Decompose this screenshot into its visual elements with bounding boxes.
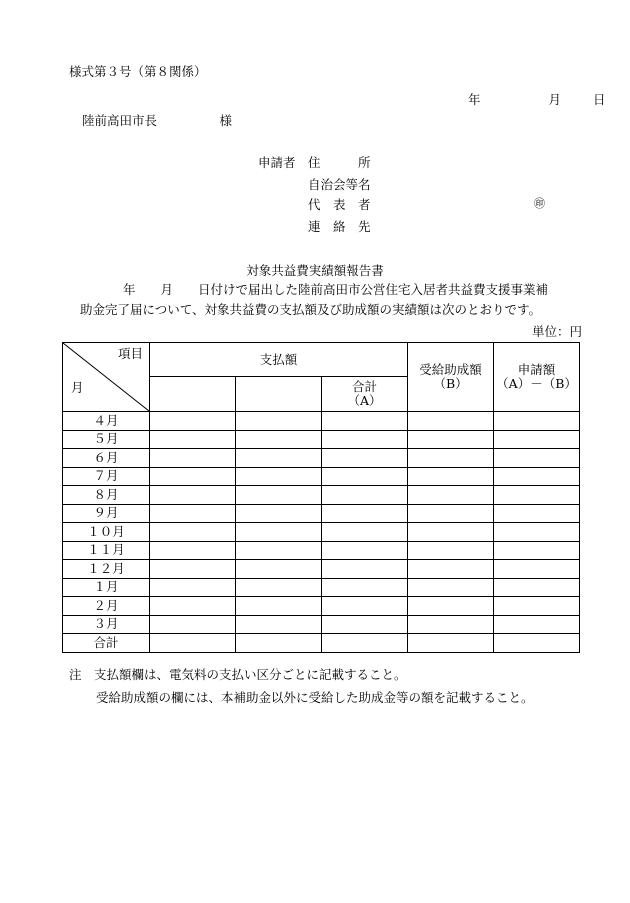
- amount-cell[interactable]: [150, 467, 236, 486]
- amount-cell[interactable]: [322, 541, 408, 560]
- month-label: ７月: [63, 467, 150, 486]
- amount-cell[interactable]: [322, 449, 408, 468]
- amount-cell[interactable]: [236, 541, 322, 560]
- note-marker: 注: [69, 667, 82, 682]
- amount-cell[interactable]: [408, 412, 494, 431]
- payment-sub-cell-1: [150, 377, 236, 412]
- amount-cell[interactable]: [322, 486, 408, 505]
- month-header: 月: [71, 380, 84, 395]
- table-row: [63, 523, 580, 542]
- amount-cell[interactable]: [408, 541, 494, 560]
- amount-cell[interactable]: [236, 486, 322, 505]
- month-label: ２月: [63, 597, 150, 616]
- amount-cell[interactable]: [236, 634, 322, 653]
- amount-cell[interactable]: [150, 615, 236, 634]
- amount-cell[interactable]: [150, 430, 236, 449]
- applicant-representative: 代 表 者: [308, 197, 371, 212]
- seal-mark: ㊞: [534, 197, 545, 210]
- corner-header-cell: [63, 343, 150, 412]
- amount-cell[interactable]: [494, 597, 580, 616]
- amount-cell[interactable]: [150, 578, 236, 597]
- body-text-line-1: 年 月 日付けで届出した陸前高田市公営住宅入居者共益費支援事業補: [123, 282, 549, 297]
- amount-cell[interactable]: [494, 467, 580, 486]
- total-header-text: 合計: [352, 379, 378, 394]
- amount-cell[interactable]: [236, 523, 322, 542]
- report-table: [62, 342, 580, 653]
- amount-cell[interactable]: [408, 504, 494, 523]
- amount-cell[interactable]: [322, 634, 408, 653]
- month-label: １０月: [63, 523, 150, 542]
- applicant-contact: 連 絡 先: [308, 219, 371, 234]
- amount-cell[interactable]: [236, 578, 322, 597]
- applicant-association: 自治会等名: [308, 177, 371, 192]
- payment-sub-cell-2: [236, 377, 322, 412]
- amount-cell[interactable]: [150, 541, 236, 560]
- amount-cell[interactable]: [236, 504, 322, 523]
- amount-cell[interactable]: [322, 430, 408, 449]
- amount-cell[interactable]: [322, 597, 408, 616]
- amount-cell[interactable]: [408, 430, 494, 449]
- subsidy-header-sub: （B）: [433, 376, 468, 391]
- month-label: １月: [63, 578, 150, 597]
- amount-cell[interactable]: [322, 560, 408, 579]
- amount-cell[interactable]: [494, 449, 580, 468]
- document-title: 対象共益費実績額報告書: [246, 263, 384, 278]
- table-row: [63, 634, 580, 653]
- month-rows: [63, 412, 580, 653]
- amount-cell[interactable]: [150, 449, 236, 468]
- amount-cell[interactable]: [236, 615, 322, 634]
- unit-label: 単位：円: [532, 324, 583, 339]
- table-row: [63, 412, 580, 431]
- payment-header: 支払額: [150, 343, 408, 377]
- claim-header-sub: （A）－（B）: [496, 376, 577, 391]
- month-label: ９月: [63, 504, 150, 523]
- table-row: [63, 597, 580, 616]
- amount-cell[interactable]: [408, 523, 494, 542]
- table-row: [63, 615, 580, 634]
- amount-cell[interactable]: [494, 486, 580, 505]
- table-row: [63, 504, 580, 523]
- note-2: 受給助成額の欄には、本補助金以外に受給した助成金等の額を記載すること。: [96, 690, 534, 705]
- table-row: [63, 578, 580, 597]
- amount-cell[interactable]: [322, 578, 408, 597]
- amount-cell[interactable]: [408, 634, 494, 653]
- date-year: 年: [468, 92, 481, 107]
- date-day: 日: [592, 92, 606, 107]
- amount-cell[interactable]: [236, 597, 322, 616]
- total-header: [322, 377, 408, 412]
- amount-cell[interactable]: [494, 541, 580, 560]
- total-header-sub: （A）: [347, 393, 382, 408]
- amount-cell[interactable]: [408, 597, 494, 616]
- form-number: 様式第３号（第８関係）: [69, 64, 207, 79]
- addressee: 陸前高田市長 様: [82, 113, 233, 128]
- amount-cell[interactable]: [408, 486, 494, 505]
- amount-cell[interactable]: [322, 615, 408, 634]
- amount-cell[interactable]: [236, 449, 322, 468]
- month-label: 合計: [63, 634, 150, 653]
- subsidy-header-text: 受給助成額: [419, 362, 482, 377]
- amount-cell[interactable]: [408, 449, 494, 468]
- amount-cell[interactable]: [322, 467, 408, 486]
- amount-cell[interactable]: [494, 634, 580, 653]
- amount-cell[interactable]: [494, 615, 580, 634]
- amount-cell[interactable]: [322, 523, 408, 542]
- date-month: 月: [548, 92, 561, 107]
- amount-cell[interactable]: [494, 504, 580, 523]
- table-row: [63, 541, 580, 560]
- month-label: ６月: [63, 449, 150, 468]
- amount-cell[interactable]: [150, 504, 236, 523]
- table-row: [63, 430, 580, 449]
- claim-header-text: 申請額: [517, 362, 556, 377]
- amount-cell[interactable]: [150, 597, 236, 616]
- applicant-label: 申請者: [258, 155, 296, 170]
- month-label: １２月: [63, 560, 150, 579]
- table-row: [63, 486, 580, 505]
- amount-cell[interactable]: [494, 560, 580, 579]
- amount-cell[interactable]: [150, 560, 236, 579]
- month-label: ３月: [63, 615, 150, 634]
- amount-cell[interactable]: [408, 560, 494, 579]
- amount-cell[interactable]: [236, 467, 322, 486]
- amount-cell[interactable]: [236, 560, 322, 579]
- amount-cell[interactable]: [236, 412, 322, 431]
- amount-cell[interactable]: [150, 634, 236, 653]
- table-row: [63, 449, 580, 468]
- month-label: １１月: [63, 541, 150, 560]
- amount-cell[interactable]: [322, 412, 408, 431]
- subsidy-header: [408, 343, 494, 412]
- month-label: ８月: [63, 486, 150, 505]
- note-1: [69, 667, 407, 683]
- amount-cell[interactable]: [236, 430, 322, 449]
- amount-cell[interactable]: [408, 615, 494, 634]
- amount-cell[interactable]: [150, 486, 236, 505]
- amount-cell[interactable]: [494, 430, 580, 449]
- amount-cell[interactable]: [408, 467, 494, 486]
- month-label: ５月: [63, 430, 150, 449]
- amount-cell[interactable]: [150, 523, 236, 542]
- claim-header: [494, 343, 580, 412]
- date-line: [468, 92, 606, 108]
- month-label: ４月: [63, 412, 150, 431]
- amount-cell[interactable]: [408, 578, 494, 597]
- amount-cell[interactable]: [494, 523, 580, 542]
- note-1-text: 支払額欄は、電気料の支払い区分ごとに記載すること。: [94, 667, 407, 682]
- table-row: [63, 560, 580, 579]
- body-text-line-2: 助金完了届について、対象共益費の支払額及び助成額の実績額は次のとおりです。: [80, 302, 542, 317]
- amount-cell[interactable]: [494, 578, 580, 597]
- applicant-address: 住 所: [308, 155, 371, 170]
- amount-cell[interactable]: [494, 412, 580, 431]
- amount-cell[interactable]: [150, 412, 236, 431]
- table-row: [63, 467, 580, 486]
- amount-cell[interactable]: [322, 504, 408, 523]
- item-header: 項目: [117, 346, 143, 361]
